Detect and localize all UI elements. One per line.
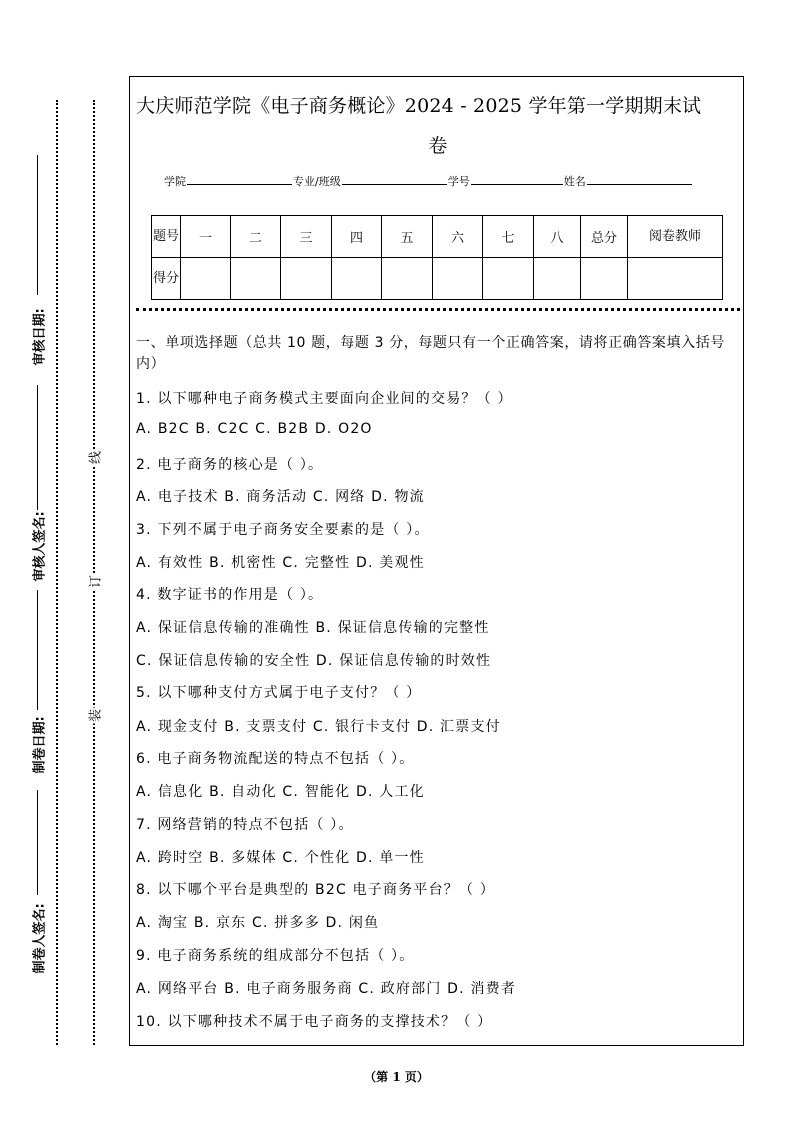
score-cell[interactable] <box>483 258 534 300</box>
score-header-total: 总分 <box>581 216 628 258</box>
page-footer: （第 1 页） <box>364 1070 429 1084</box>
score-table-row2-label: 得分 <box>152 258 181 300</box>
college-label: 学院 <box>164 175 186 188</box>
question-1: 1. 以下哪种电子商务模式主要面向企业间的交易？（ ） <box>136 391 513 407</box>
question-8: 8. 以下哪个平台是典型的 B2C 电子商务平台？（ ） <box>136 882 496 898</box>
college-field[interactable] <box>187 172 292 185</box>
score-cell[interactable] <box>332 258 382 300</box>
question-6-options: A. 信息化 B. 自动化 C. 智能化 D. 人工化 <box>136 784 425 800</box>
name-label: 姓名 <box>563 175 586 188</box>
review-date-label: 审核日期: <box>32 308 48 366</box>
score-header: 四 <box>332 216 382 258</box>
score-cell[interactable] <box>534 258 581 300</box>
question-4: 4. 数字证书的作用是（ ）。 <box>136 587 324 603</box>
score-table-row1-label: 题号 <box>152 216 181 258</box>
question-3: 3. 下列不属于电子商务安全要素的是（ ）。 <box>136 522 430 538</box>
section-1-heading: 一、单项选择题（总共 10 题，每题 3 分，每题只有一个正确答案，请将正确答案填入括号内） <box>136 335 725 372</box>
score-header: 七 <box>483 216 534 258</box>
reviewer-sign-label: 审核人签名: <box>32 511 48 582</box>
major-label: 专业/班级 <box>293 175 341 188</box>
question-6: 6. 电子商务物流配送的特点不包括（ ）。 <box>136 751 415 767</box>
margin-dotted-line-inner <box>93 100 95 1045</box>
binding-char-line: 线 <box>85 450 104 466</box>
student-info-row <box>164 172 693 189</box>
score-header: 八 <box>534 216 581 258</box>
question-9: 9. 电子商务系统的组成部分不包括（ ）。 <box>136 948 415 964</box>
question-5-options: A. 现金支付 B. 支票支付 C. 银行卡支付 D. 汇票支付 <box>136 719 501 735</box>
name-field[interactable] <box>587 172 692 185</box>
score-cell[interactable] <box>181 258 231 300</box>
question-9-options: A. 网络平台 B. 电子商务服务商 C. 政府部门 D. 消费者 <box>136 981 517 997</box>
question-8-options: A. 淘宝 B. 京东 C. 拼多多 D. 闲鱼 <box>136 915 380 931</box>
question-2: 2. 电子商务的核心是（ ）。 <box>136 457 324 473</box>
maker-sign-underline <box>37 790 38 895</box>
question-3-options: A. 有效性 B. 机密性 C. 完整性 D. 美观性 <box>136 555 425 571</box>
question-10: 10. 以下哪种技术不属于电子商务的支撑技术？（ ） <box>136 1014 493 1030</box>
question-7-options: A. 跨时空 B. 多媒体 C. 个性化 D. 单一性 <box>136 850 425 866</box>
score-cell[interactable] <box>281 258 332 300</box>
review-date-underline <box>37 155 38 295</box>
reviewer-sign-underline <box>37 385 38 510</box>
score-cell-grader[interactable] <box>628 258 723 300</box>
score-header: 二 <box>231 216 281 258</box>
major-field[interactable] <box>342 172 447 185</box>
score-header-grader: 阅卷教师 <box>628 216 723 258</box>
id-label: 学号 <box>447 175 470 188</box>
question-2-options: A. 电子技术 B. 商务活动 C. 网络 D. 物流 <box>136 489 425 505</box>
score-cell-total[interactable] <box>581 258 628 300</box>
question-5: 5. 以下哪种支付方式属于电子支付？（ ） <box>136 685 422 701</box>
question-4-options-ab: A. 保证信息传输的准确性 B. 保证信息传输的完整性 <box>136 620 490 636</box>
question-7: 7. 网络营销的特点不包括（ ）。 <box>136 817 354 833</box>
score-header: 五 <box>382 216 433 258</box>
student-id-field[interactable] <box>471 172 563 185</box>
score-header: 三 <box>281 216 332 258</box>
maker-sign-label: 制卷人签名: <box>32 903 48 974</box>
score-header: 六 <box>433 216 483 258</box>
exam-title-line2: 卷 <box>428 135 448 157</box>
make-date-underline <box>37 590 38 710</box>
question-1-options: A. B2C B. C2C C. B2B D. O2O <box>136 421 373 437</box>
score-cell[interactable] <box>433 258 483 300</box>
score-cell[interactable] <box>231 258 281 300</box>
make-date-label: 制卷日期: <box>32 716 48 774</box>
section-separator <box>136 308 740 311</box>
score-table <box>151 215 723 300</box>
margin-dotted-line-outer <box>56 100 58 1045</box>
binding-char-zhuang: 装 <box>85 708 104 724</box>
score-header: 一 <box>181 216 231 258</box>
question-4-options-cd: C. 保证信息传输的安全性 D. 保证信息传输的时效性 <box>136 653 492 669</box>
score-cell[interactable] <box>382 258 433 300</box>
exam-title-line1: 大庆师范学院《电子商务概论》2024 - 2025 学年第一学期期末试 <box>136 95 702 117</box>
binding-char-ding: 订 <box>85 574 104 590</box>
exam-title <box>136 86 740 166</box>
